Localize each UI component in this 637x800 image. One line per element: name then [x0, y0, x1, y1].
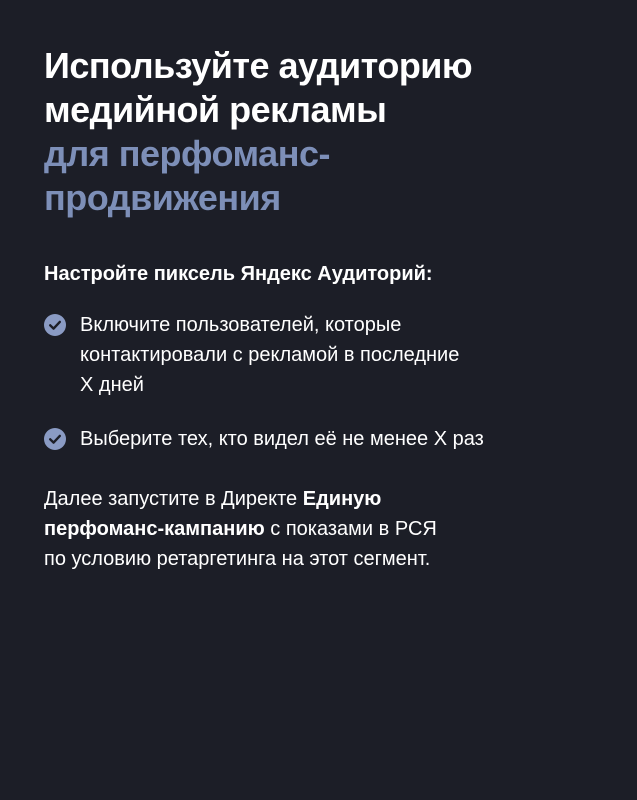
outro-text: Далее запустите в Директе	[44, 488, 303, 510]
list-item-line: X дней	[80, 374, 144, 396]
subtitle: Настройте пиксель Яндекс Аудиторий:	[44, 263, 433, 285]
outro-text: по условию ретаргетинга на этот сегмент.	[44, 548, 431, 570]
title-accent-line-2: продвижения	[44, 177, 281, 218]
list-item-line: Включите пользователей, которые	[80, 314, 402, 336]
list-item-text	[80, 424, 560, 454]
title-line-2: медийной рекламы	[44, 89, 387, 130]
outro-bold-text: Единую	[302, 488, 382, 510]
outro-text: с показами в РСЯ	[264, 518, 437, 540]
outro-bold-text: перфоманс-кампанию	[44, 518, 265, 540]
list-item-line: контактировали с рекламой в последние	[80, 344, 460, 366]
check-circle-icon	[44, 314, 66, 336]
page-title	[44, 44, 604, 220]
steps-list	[44, 310, 604, 454]
content-card	[44, 44, 604, 574]
check-circle-icon	[44, 428, 66, 450]
outro-paragraph	[44, 484, 604, 574]
title-line-1: Используйте аудиторию	[44, 45, 473, 86]
list-item	[44, 424, 604, 454]
list-item	[44, 310, 604, 400]
title-accent-line-1: для перфоманс-	[44, 133, 330, 174]
list-item-line: Выберите тех, кто видел её не менее X раз	[80, 428, 484, 450]
list-item-text	[80, 310, 560, 400]
